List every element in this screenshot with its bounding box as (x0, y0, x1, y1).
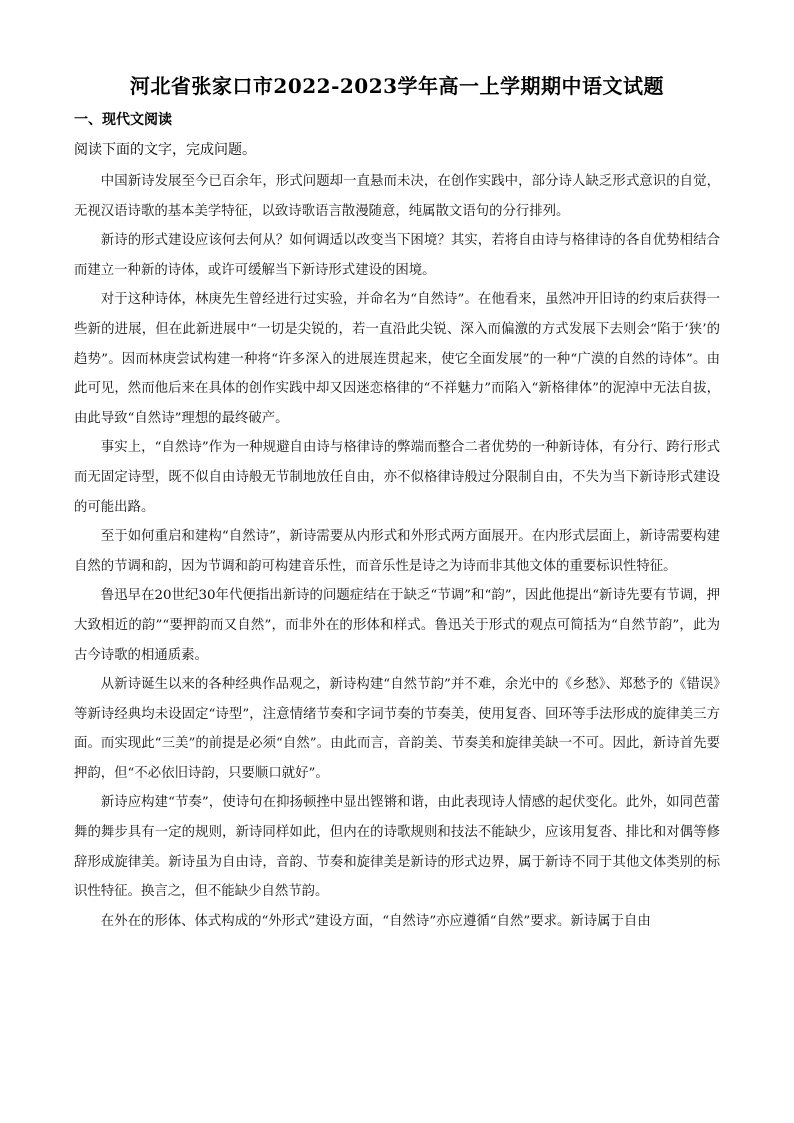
paragraph: 新诗的形式建设应该何去何从？如何调适以改变当下困境？其实，若将自由诗与格律诗的各自优势相结合而建立一种新的诗体，或许可缓解当下新诗形式建设的困境。 (74, 233, 720, 278)
passage-body (74, 167, 720, 936)
reading-instruction: 阅读下面的文字，完成问题。 (74, 142, 256, 158)
paragraph: 鲁迅早在20世纪30年代便指出新诗的问题症结在于缺乏“节调”和“韵”，因此他提出“新诗先要有节调，押大致相近的韵”“要押韵而又自然”，而非外在的形体和样式。鲁迅关于形式的观点可简括为“自然节韵”，此为古今诗歌的相通质素。 (74, 588, 720, 663)
section-heading: 一、现代文阅读 (74, 112, 172, 128)
paragraph: 新诗应构建“节奏”，使诗句在抑扬顿挫中显出铿锵和谐，由此表现诗人情感的起伏变化。此外，如同芭蕾舞的舞步具有一定的规则，新诗同样如此，但内在的诗歌规则和技法不能缺少，应该用复沓、排比和对偶等修辞形成旋律美。新诗虽为自由诗，音韵、节奏和旋律美是新诗的形式边界，属于新诗不同于其他文体类别的标识性特征。换言之，但不能缺少自然节韵。 (74, 795, 720, 900)
paragraph: 对于这种诗体，林庚先生曾经进行过实验，并命名为“自然诗”。在他看来，虽然冲开旧诗的约束后获得一些新的进展，但在此新进展中“一切是尖锐的，若一直沿此尖锐、深入而偏激的方式发展下去则会“陷于‘狭’的趋势”。因而林庚尝试构建一种将“许多深入的进展连贯起来，使它全面发展”的一种“广漠的自然的诗体”。由此可见，然而他后来在具体的创作实践中却又因迷恋格律的“不祥魅力”而陷入“新格律体”的泥淖中无法自拔，由此导致“自然诗”理想的最终破产。 (74, 292, 720, 426)
paragraph: 在外在的形体、体式构成的“外形式”建设方面，“自然诗”亦应遵循“自然”要求。新诗属于自由 (100, 913, 651, 929)
paragraph: 至于如何重启和建构“自然诗”，新诗需要从内形式和外形式两方面展开。在内形式层面上，新诗需要构建自然的节调和韵，因为节调和韵可构建音乐性，而音乐性是诗之为诗而非其他文体的重要标识性特征。 (74, 529, 720, 574)
paragraph: 从新诗诞生以来的各种经典作品观之，新诗构建“自然节韵”并不难，余光中的《乡愁》、郑愁予的《错误》等新诗经典均未设固定“诗型”，注意情绪节奏和字词节奏的节奏美，使用复沓、回环等手法形成的旋律美三方面。而实现此“三美”的前提是必须“自然”。由此而言，音韵美、节奏美和旋律美缺一不可。因此，新诗首先要押韵，但“不必依旧诗韵，只要顺口就好”。 (74, 677, 720, 781)
paragraph: 中国新诗发展至今已百余年，形式问题却一直悬而未决，在创作实践中，部分诗人缺乏形式意识的自觉，无视汉语诗歌的基本美学特征，以致诗歌语言散漫随意，纯属散文语句的分行排列。 (74, 174, 720, 219)
document-title: 河北省张家口市2022-2023学年高一上学期期中语文试题 (129, 74, 665, 98)
paragraph: 事实上，“自然诗”作为一种规避自由诗与格律诗的弊端而整合二者优势的一种新诗体，有分行、跨行形式而无固定诗型，既不似自由诗般无节制地放任自由，亦不似格律诗般过分限制自由，不失为当下新诗形式建设的可能出路。 (74, 440, 720, 515)
